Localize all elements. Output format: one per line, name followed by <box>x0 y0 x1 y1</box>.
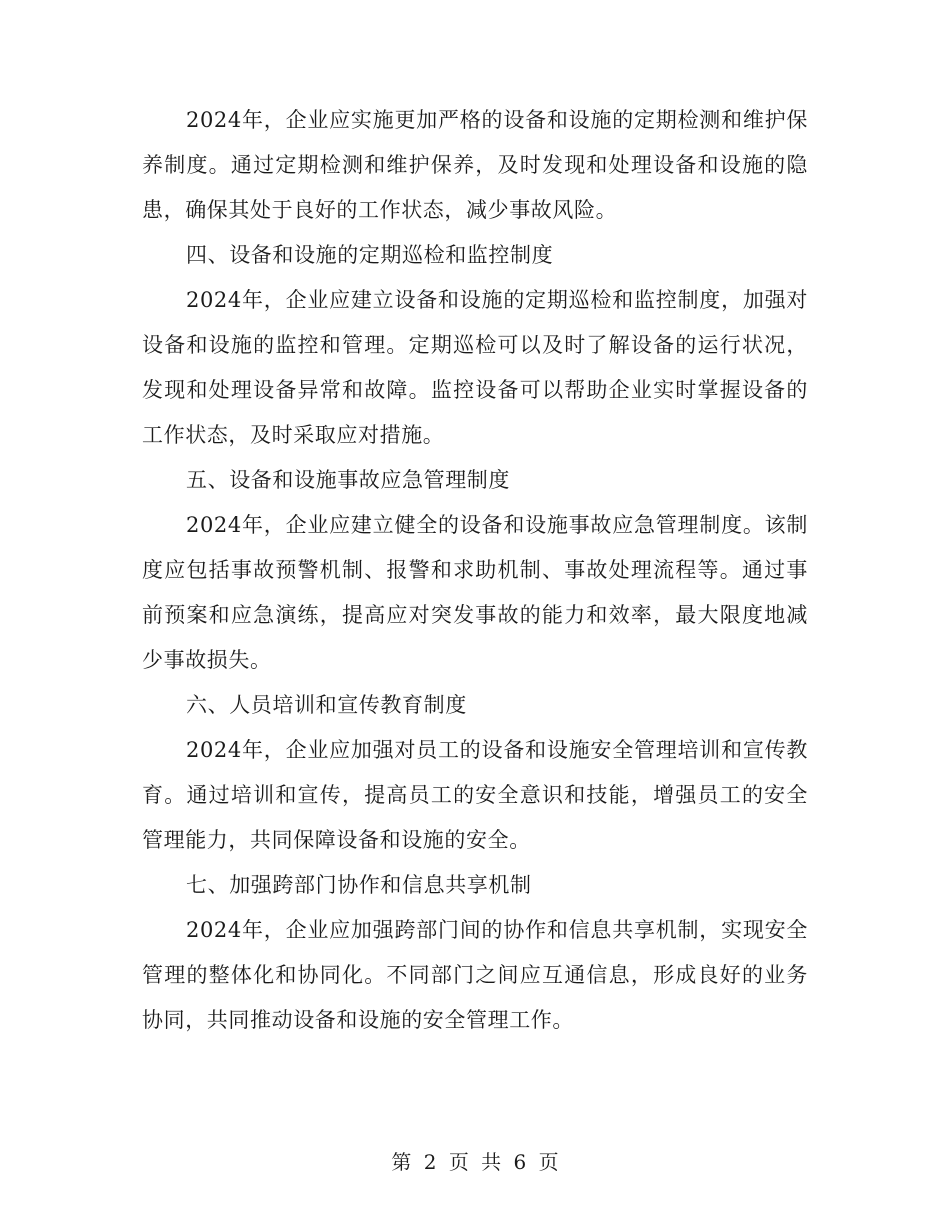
document-body <box>142 98 808 1043</box>
paragraph: 2024年，企业应实施更加严格的设备和设施的定期检测和维护保养制度。通过定期检测和维护保养，及时发现和处理设备和设施的隐患，确保其处于良好的工作状态，减少事故风险。 <box>142 108 808 222</box>
section-heading: 四、设备和设施的定期巡检和监控制度 <box>186 243 554 267</box>
section-heading: 五、设备和设施事故应急管理制度 <box>186 468 510 492</box>
paragraph: 2024年，企业应建立健全的设备和设施事故应急管理制度。该制度应包括事故预警机制、报警和求助机制、事故处理流程等。通过事前预案和应急演练，提高应对突发事故的能力和效率，最大限度地减少事故损失。 <box>142 513 808 672</box>
paragraph: 2024年，企业应加强对员工的设备和设施安全管理培训和宣传教育。通过培训和宣传，提高员工的安全意识和技能，增强员工的安全管理能力，共同保障设备和设施的安全。 <box>142 738 808 852</box>
paragraph: 2024年，企业应建立设备和设施的定期巡检和监控制度，加强对设备和设施的监控和管理。定期巡检可以及时了解设备的运行状况，发现和处理设备异常和故障。监控设备可以帮助企业实时掌握设备的工作状态，及时采取应对措施。 <box>142 288 808 447</box>
section-heading: 七、加强跨部门协作和信息共享机制 <box>186 873 532 897</box>
page-number-footer: 第 2 页 共 6 页 <box>391 1150 559 1174</box>
paragraph: 2024年，企业应加强跨部门间的协作和信息共享机制，实现安全管理的整体化和协同化。不同部门之间应互通信息，形成良好的业务协同，共同推动设备和设施的安全管理工作。 <box>142 918 808 1032</box>
section-heading: 六、人员培训和宣传教育制度 <box>186 693 467 717</box>
